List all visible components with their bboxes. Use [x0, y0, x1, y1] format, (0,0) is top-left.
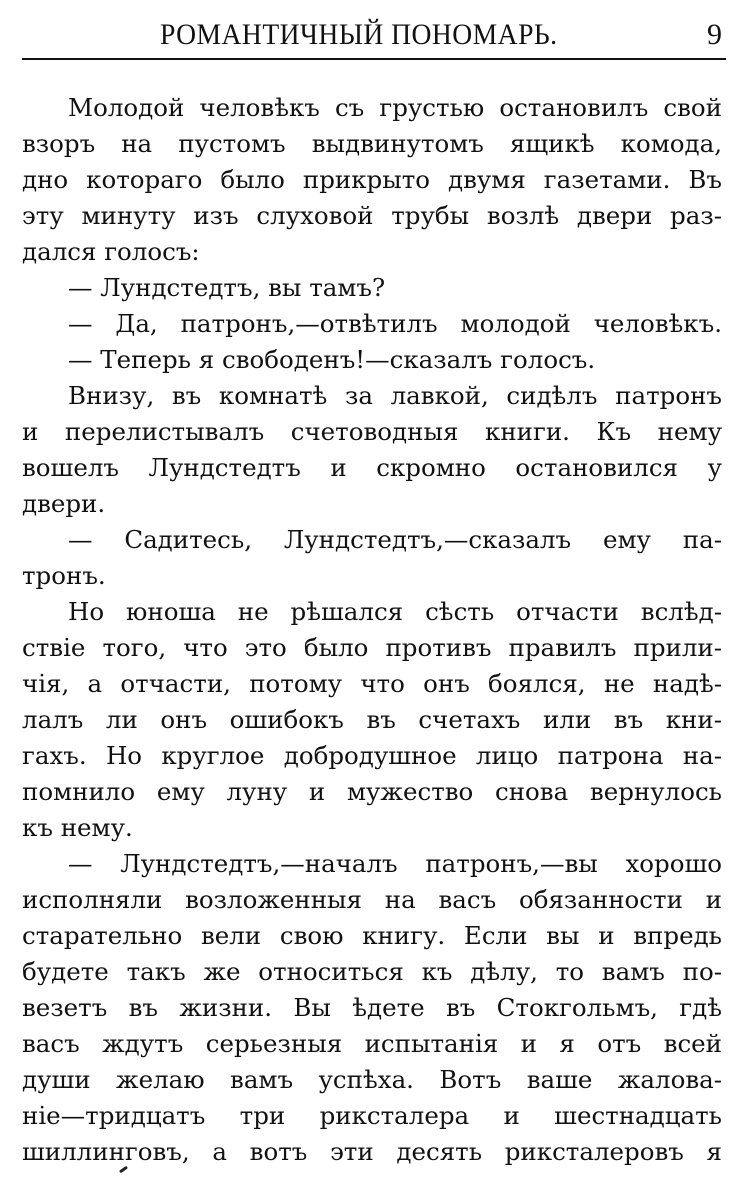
- text-line: гахъ. Но круглое добродушное лицо патрона на-: [22, 741, 722, 770]
- text-line: взоръ на пустомъ выдвинутомъ ящикѣ комода,: [22, 129, 722, 158]
- text-line: — Садитесь, Лундстедтъ,—сказалъ ему па-: [68, 525, 722, 554]
- text-line: чія, а отчасти, потому что онъ боялся, не надѣ-: [22, 669, 722, 698]
- page-number: 9: [707, 18, 722, 51]
- text-line: васъ ждутъ серьезныя испытанія и я отъ всей: [22, 1029, 722, 1058]
- text-line: Но юноша не рѣшался сѣсть отчасти вслѣд-: [68, 597, 722, 626]
- text-line: везетъ въ жизни. Вы ѣдете въ Стокгольмъ, гдѣ: [22, 993, 722, 1022]
- text-line: эту минуту изъ слуховой трубы возлѣ двери раз-: [22, 201, 722, 230]
- text-line: дно котораго было прикрыто двумя газетами. Въ: [22, 165, 722, 194]
- text-line: тронъ.: [22, 561, 106, 590]
- text-line: ніе—тридцатъ три риксталера и шестнадцать: [22, 1101, 722, 1130]
- text-line: лалъ ли онъ ошибокъ въ счетахъ или въ кни-: [22, 705, 722, 734]
- text-line: двери.: [22, 489, 106, 518]
- text-line: вошелъ Лундстедтъ и скромно остановился у: [22, 453, 722, 482]
- text-line: шиллинговъ, а вотъ эти десять риксталеровъ я: [22, 1137, 722, 1166]
- text-line: будете такъ же относиться къ дѣлу, то вамъ по-: [22, 957, 722, 986]
- text-line: ствіе того, что это было противъ правилъ прили-: [22, 633, 722, 662]
- text-line: Молодой человѣкъ съ грустью остановилъ свой: [68, 93, 722, 122]
- running-header-title: РОМАНТИЧНЫЙ ПОНОМАРЬ.: [160, 18, 558, 51]
- text-line: души желаю вамъ успѣха. Вотъ ваше жалова-: [22, 1065, 722, 1094]
- text-line: — Лундстедтъ,—началъ патронъ,—вы хорошо: [68, 849, 722, 878]
- text-line: исполняли возложенныя на васъ обязанности и: [22, 885, 722, 914]
- text-line: и перелистывалъ счетоводныя книги. Къ нему: [22, 417, 722, 446]
- text-line: къ нему.: [22, 813, 133, 842]
- text-line: — Лундстедтъ, вы тамъ?: [68, 273, 386, 302]
- text-line: старательно вели свою книгу. Если вы и впредь: [22, 921, 722, 950]
- text-line: — Теперь я свободенъ!—сказалъ голосъ.: [68, 345, 596, 374]
- text-line: дался голосъ:: [22, 237, 200, 266]
- header-rule: [22, 58, 726, 60]
- text-line: Внизу, въ комнатѣ за лавкой, сидѣлъ патронъ: [68, 381, 722, 410]
- text-line: помнило ему луну и мужество снова вернулось: [22, 777, 722, 806]
- text-line: — Да, патронъ,—отвѣтилъ молодой человѣкъ.: [68, 309, 722, 338]
